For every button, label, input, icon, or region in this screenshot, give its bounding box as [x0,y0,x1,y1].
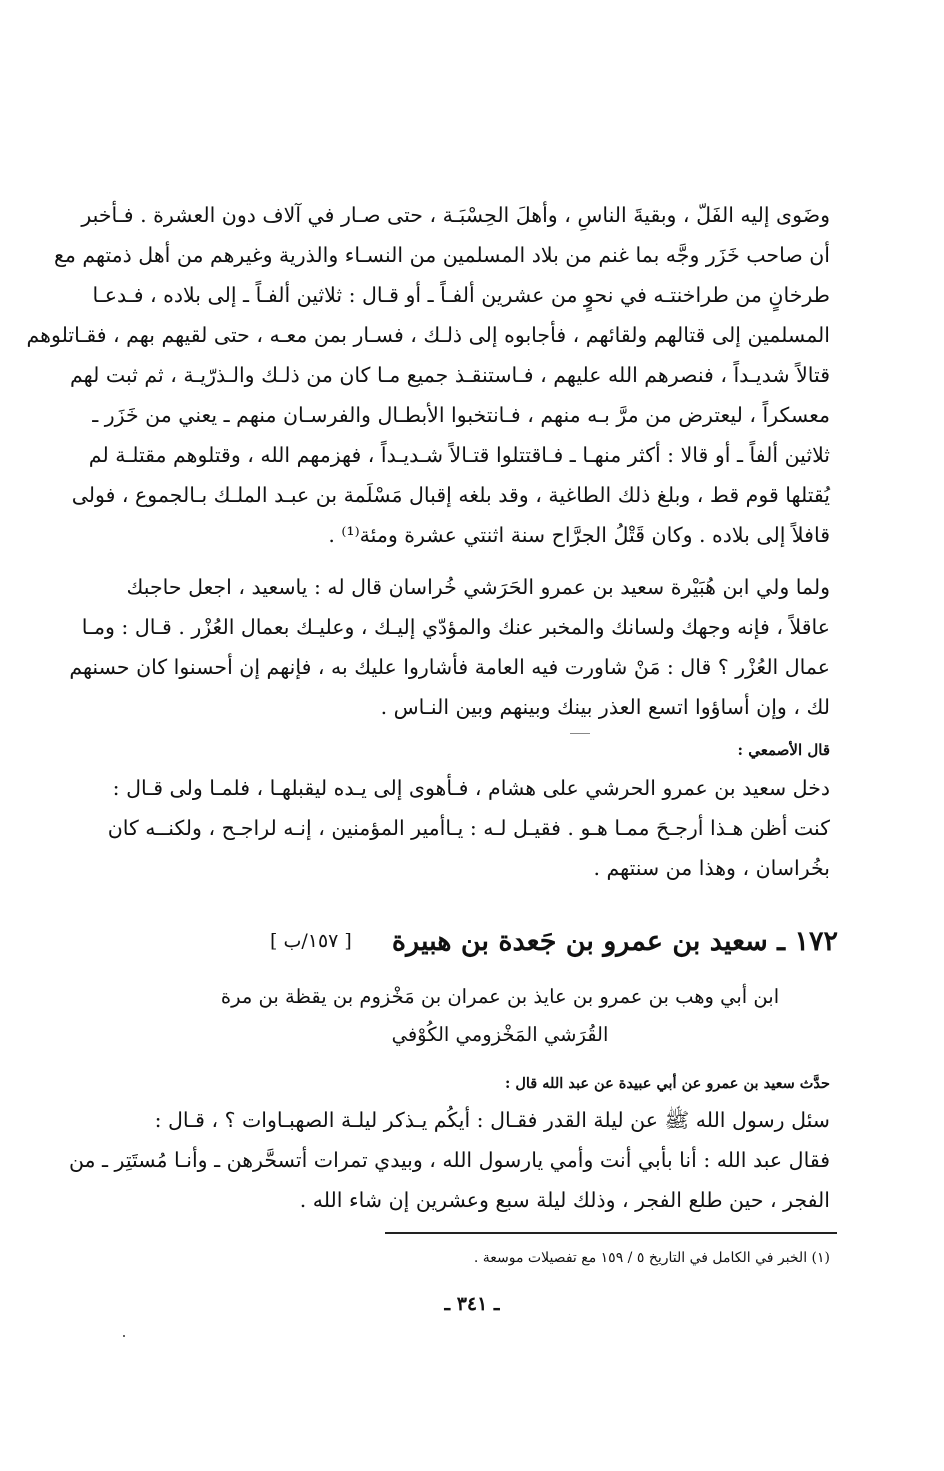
text-line: سئل رسول الله ﷺ عن ليلة القدر فقـال : أيكُم يـذكر ليلـة الصهبـاوات ؟ ، قـال : [154,1108,830,1132]
text-line: الفجر ، حين طلع الفجر ، وذلك ليلة سبع وعشرين إن شاء الله . [299,1188,830,1212]
paragraph-laylat-al-qadr [68,1100,830,1220]
footnote: (١) الخبر في الكامل في التاريخ ٥ / ١٥٩ مع تفصيلات موسعة . [473,1250,830,1266]
text-line: ولما ولي ابن هُبَيْرة سعيد بن عمرو الحَرَشي خُراسان قال له : ياسعيد ، اجعل حاجبك [126,575,830,599]
text-line: أن صاحب خَزَر وجَّه بما غنم من بلاد المسلمين من النسـاء والذرية وغيرهم من أهل ذمتهم مع [54,243,830,267]
page-number: ـ ٣٤١ ـ [444,1293,500,1315]
entry-title: ١٧٢ ـ سعيد بن عمرو بن جَعدة بن هبيرة [391,925,838,957]
paragraph-hisham [107,768,830,888]
text-line: وضَوى إليه الفَلّ ، وبقيةَ الناسِ ، وأهلَ الحِسْبَـة ، حتى صـار في آلاف دون العشرة . فـأخبر [81,203,830,227]
isnad-chain: حدَّث سعيد بن عمرو عن أبي عبيدة عن عبد الله قال : [504,1075,830,1092]
text-line: لك ، وإن أساؤوا اتسع العذر بينك وبينهم وبين النـاس . [380,695,830,719]
text-line: عمال العُزْر ؟ قال : مَنْ شاورت فيه العامة فأشاروا عليك به ، فإنهم إن أحسنوا كان حسنهم [69,655,830,679]
entry-heading [270,918,838,964]
lineage-line: ابن أبي وهب بن عمرو بن عايذ بن عمران بن مَخْزوم بن يقظة بن مرة [220,985,780,1008]
text-line: بخُراسان ، وهذا من سنتهم . [593,856,830,880]
text-line: معسكراً ، ليعترض من مرَّ بـه منهم ، فـانتخبوا الأبطـال والفرسـان منهم ـ يعني من خَزَر ـ [92,403,830,427]
ink-mark [570,733,590,734]
footnote-divider [385,1232,837,1234]
text-line: يُقتلها قوم قط ، وبلغ ذلك الطاغية ، وقد بلغه إقبال مَسْلَمة بن عبـد الملـك بـالجموع ، فولى [71,483,830,507]
text-line: كنت أظن هـذا أرجـحَ ممـا هـو . فقيـل لـه : يـاأمير المؤمنين ، إنـه لراجـح ، ولكنــه كان [107,816,830,840]
scan-speck [123,1335,125,1337]
text-line: عاقلاً ، فإنه وجهك ولسانك والمخبر عنك والمؤدّي إليـك ، وعليـك بعمال العُزْر . قـال : ومـا [81,615,830,639]
subheading-asmai: قال الأصمعي : [737,741,830,759]
text-line: ثلاثين ألفاً ـ أو قالا : أكثر منهـا ـ فـاقتتلوا قتـالاً شـديـداً ، فهزمهم الله ، وقتلوهم مقتلـة لم [88,443,830,467]
text-line: طرخانٍ من طراخنتـه في نحوٍ من عشرين ألفـاً ـ أو قـال : ثلاثين ألفـاً ـ إلى بلاده ، فـدعـا [92,283,830,307]
lineage-line: القُرَشي المَخْزومي الكُوْفي [391,1023,609,1046]
text-line: قتالاً شديـداً ، فنصرهم الله عليهم ، فـاستنقـذ جميع مـا كان من ذلـك والـذرّيـة ، ثم ثبت لهم [69,363,830,387]
text-line: دخل سعيد بن عمرو الحرشي على هشام ، فـأهوى إلى يـده ليقبلهـا ، فلمـا ولى قـال : [112,776,830,800]
paragraph-jarrah-account [26,195,830,555]
manuscript-folio-ref: [ ١٥٧/ب ] [270,930,352,952]
text-line: فقال عبد الله : أنا بأبي أنت وأمي يارسول الله ، وبيدي تمرات أتسحَّرهن ـ وأنـا مُستَتِر ـ من [68,1148,830,1172]
text-line: المسلمين إلى قتالهم ولقائهم ، فأجابوه إلى ذلـك ، فسـار بمن معـه ، حتى لقيهم بهم ، فقـاتلوهم [26,323,830,347]
paragraph-ibn-hubayra [69,567,830,727]
text-line: قافلاً إلى بلاده . وكان قَتْلُ الجرَّاح سنة اثنتي عشرة ومئة⁽¹⁾ . [328,523,830,547]
